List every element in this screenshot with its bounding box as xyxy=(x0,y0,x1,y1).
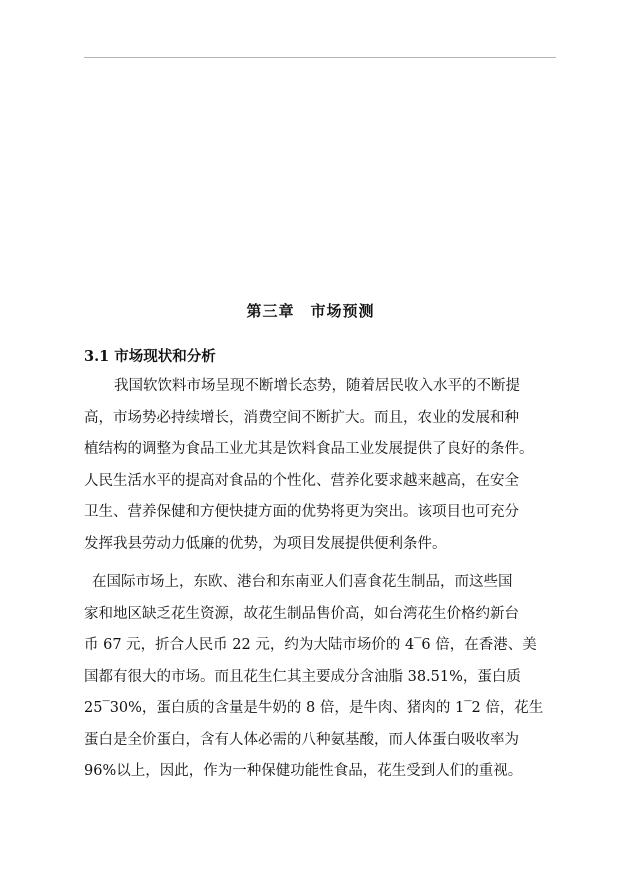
paragraph-line: 我国软饮料市场呈现不断增长态势，随着居民收入水平的不断提 xyxy=(114,378,520,394)
paragraph-line: 蛋白是全价蛋白，含有人体必需的八种氨基酸，而人体蛋白吸收率为 xyxy=(84,731,519,748)
paragraph-line: 高，市场势必持续增长，消费空间不断扩大。而且，农业的发展和种 xyxy=(84,409,519,426)
paragraph-line: 卫生、营养保健和方便快捷方面的优势将更为突出。该项目也可充分 xyxy=(84,504,519,520)
paragraph-line: 在国际市场上，东欧、港台和东南亚人们喜食花生制品，而这些国 xyxy=(92,574,513,590)
paragraph-line: 25‾30%，蛋白质的含量是牛奶的 8 倍，是牛肉、猪肉的 1‾2 倍，花生 xyxy=(84,700,544,716)
paragraph-line: 植结构的调整为食品工业尤其是饮料食品工业发展提供了良好的条件。 xyxy=(84,441,534,457)
paragraph-line: 币 67 元，折合人民币 22 元，约为大陆市场价的 4‾6 倍，在香港、美 xyxy=(84,637,537,653)
paragraph-line: 人民生活水平的提高对食品的个性化、营养化要求越来越高，在安全 xyxy=(84,472,519,489)
paragraph-2 xyxy=(84,567,560,788)
paragraph-line: 发挥我县劳动力低廉的优势，为项目发展提供便利条件。 xyxy=(84,535,447,552)
section-heading: 3.1 市场现状和分析 xyxy=(84,348,216,365)
chapter-title: 第三章 市场预测 xyxy=(246,302,375,320)
header-rule xyxy=(84,57,556,58)
paragraph-1 xyxy=(84,371,560,560)
paragraph-line: 家和地区缺乏花生资源，故花生制品售价高，如台湾花生价格约新台 xyxy=(84,605,519,622)
paragraph-line: 国都有很大的市场。而且花生仁其主要成分含油脂 38.51%，蛋白质 xyxy=(84,668,521,685)
paragraph-line: 96%以上，因此，作为一种保健功能性食品，花生受到人们的重视。 xyxy=(84,763,523,779)
